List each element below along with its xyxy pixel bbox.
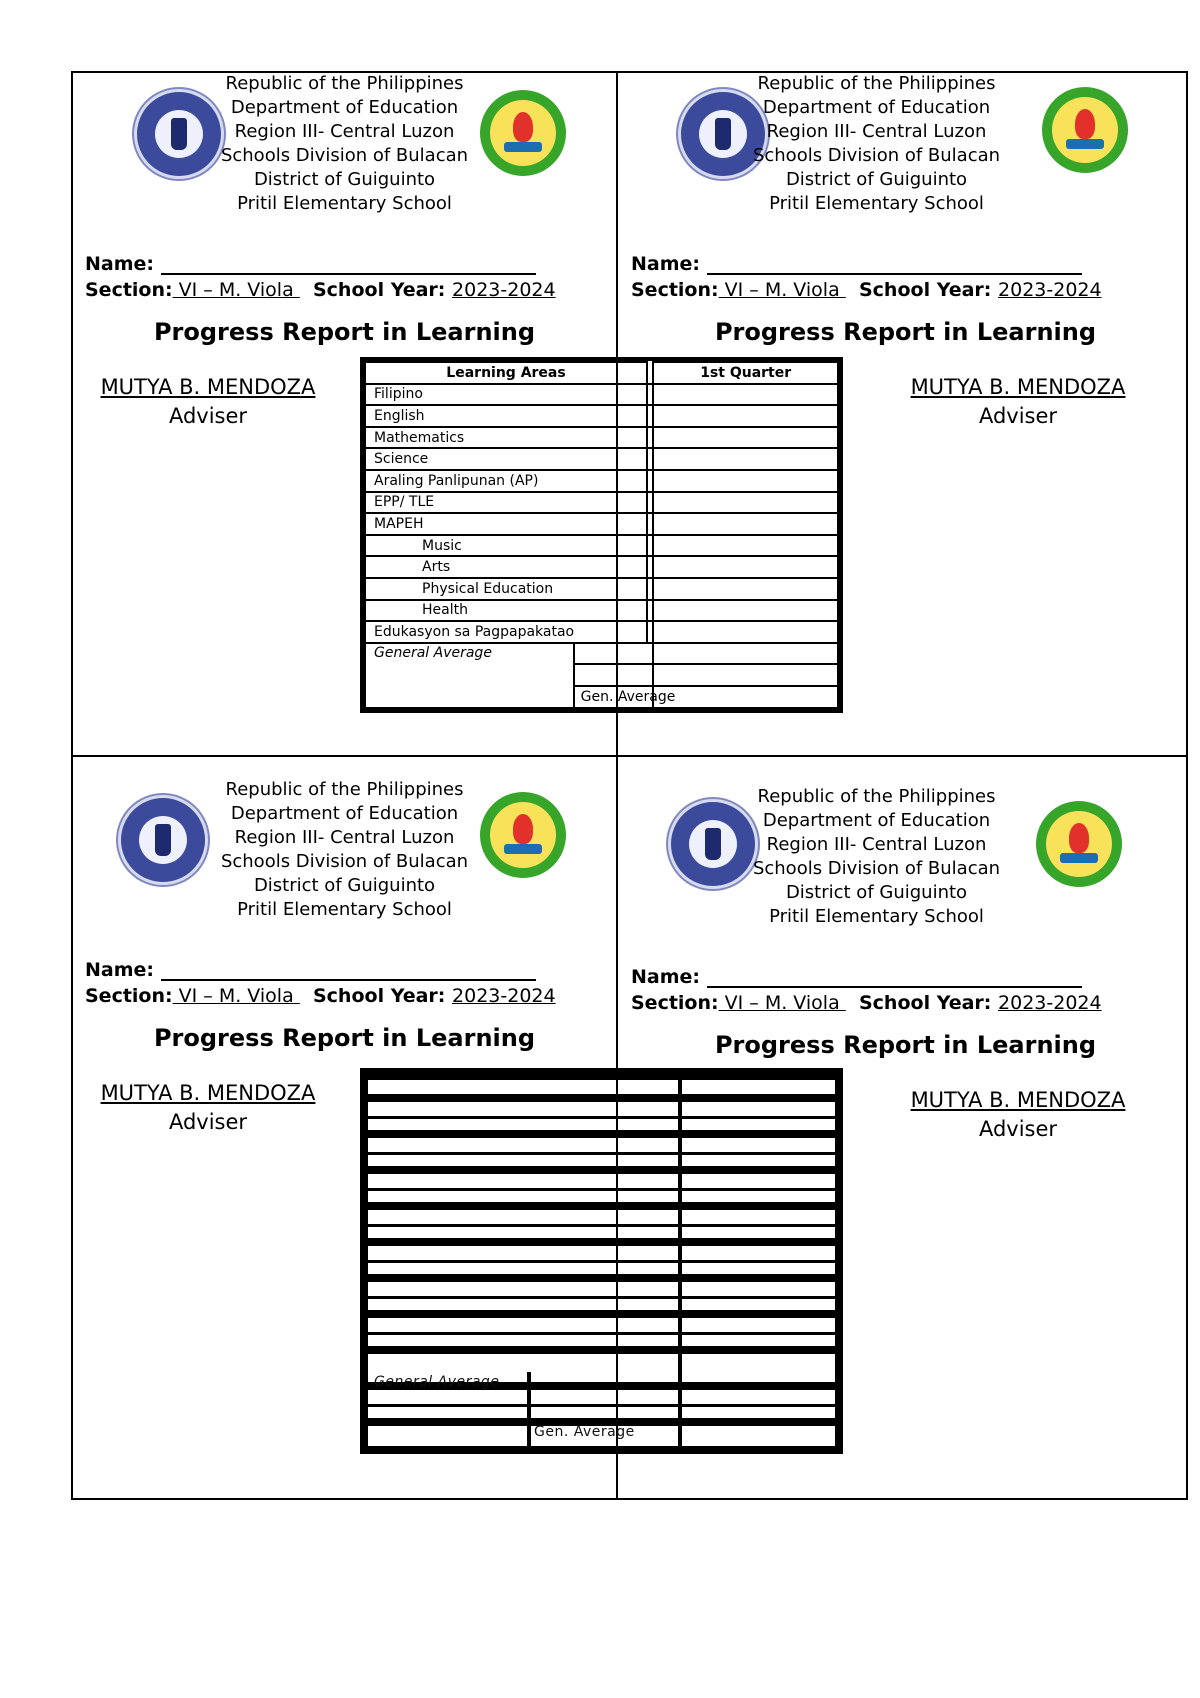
header-line: Schools Division of Bulacan bbox=[752, 145, 1001, 166]
grade-cell[interactable] bbox=[653, 556, 838, 578]
header-line: Republic of the Philippines bbox=[225, 779, 464, 800]
school-year-value: 2023-2024 bbox=[998, 992, 1102, 1014]
grade-cell[interactable] bbox=[653, 621, 838, 643]
school-header bbox=[604, 72, 1149, 216]
subject-label: Filipino bbox=[365, 384, 647, 406]
adviser-name: MUTYA B. MENDOZA bbox=[910, 1088, 1126, 1112]
name-field[interactable] bbox=[161, 963, 536, 981]
section-label: Section: bbox=[85, 985, 173, 1007]
report-title: Progress Report in Learning bbox=[714, 318, 1097, 346]
general-average-label: General Average bbox=[365, 643, 574, 708]
name-row bbox=[85, 253, 536, 275]
subject-label: Edukasyon sa Pagpapakatao bbox=[365, 621, 647, 643]
learning-areas-header: Learning Areas bbox=[365, 362, 647, 384]
grade-cell[interactable] bbox=[653, 664, 838, 686]
school-header bbox=[72, 778, 617, 922]
adviser-role: Adviser bbox=[978, 404, 1058, 428]
grade-cell[interactable] bbox=[653, 405, 838, 427]
table-row bbox=[365, 384, 838, 406]
table-row bbox=[365, 578, 838, 600]
header-line: Department of Education bbox=[230, 803, 459, 824]
smudged-label: Gen. Average bbox=[534, 1424, 635, 1440]
header-line: Republic of the Philippines bbox=[757, 73, 996, 94]
header-line: District of Guiguinto bbox=[253, 875, 436, 896]
adviser-block bbox=[898, 373, 1138, 431]
adviser-name: MUTYA B. MENDOZA bbox=[100, 375, 316, 399]
header-line: District of Guiguinto bbox=[785, 882, 968, 903]
name-field[interactable] bbox=[707, 257, 1082, 275]
grades-table bbox=[360, 357, 843, 713]
section-row bbox=[631, 279, 1102, 301]
school-year-label: School Year: bbox=[858, 992, 992, 1014]
grade-cell[interactable] bbox=[653, 427, 838, 449]
report-title: Progress Report in Learning bbox=[153, 1024, 536, 1052]
name-label: Name: bbox=[631, 966, 701, 988]
header-line: District of Guiguinto bbox=[785, 169, 968, 190]
table-row bbox=[365, 643, 838, 665]
adviser-role: Adviser bbox=[168, 404, 248, 428]
grade-cell[interactable] bbox=[653, 686, 838, 708]
section-value: VI – M. Viola bbox=[172, 985, 300, 1007]
report-title: Progress Report in Learning bbox=[153, 318, 536, 346]
section-value: VI – M. Viola bbox=[718, 279, 846, 301]
grade-cell[interactable] bbox=[653, 643, 838, 665]
header-line: Region III- Central Luzon bbox=[234, 121, 455, 142]
grade-cell[interactable] bbox=[653, 448, 838, 470]
name-row bbox=[631, 966, 1082, 988]
grade-cell[interactable] bbox=[653, 513, 838, 535]
header-line: Schools Division of Bulacan bbox=[220, 145, 469, 166]
table-row bbox=[365, 621, 838, 643]
subject-label: Music bbox=[365, 535, 647, 557]
name-label: Name: bbox=[631, 253, 701, 275]
adviser-role: Adviser bbox=[978, 1117, 1058, 1141]
name-label: Name: bbox=[85, 253, 155, 275]
subject-label: Arts bbox=[365, 556, 647, 578]
section-value: VI – M. Viola bbox=[718, 992, 846, 1014]
school-year-label: School Year: bbox=[312, 985, 446, 1007]
table-row bbox=[365, 513, 838, 535]
quarter-header: 1st Quarter bbox=[653, 362, 838, 384]
adviser-role: Adviser bbox=[168, 1110, 248, 1134]
section-row bbox=[631, 992, 1102, 1014]
header-line: Schools Division of Bulacan bbox=[752, 858, 1001, 879]
header-line: Region III- Central Luzon bbox=[234, 827, 455, 848]
table-row bbox=[365, 535, 838, 557]
name-row bbox=[85, 959, 536, 981]
header-line: Region III- Central Luzon bbox=[766, 121, 987, 142]
section-label: Section: bbox=[631, 279, 719, 301]
school-header bbox=[72, 72, 617, 216]
grade-cell[interactable] bbox=[653, 492, 838, 514]
grade-cell[interactable] bbox=[653, 578, 838, 600]
subject-label: EPP/ TLE bbox=[365, 492, 647, 514]
header-line: Pritil Elementary School bbox=[769, 193, 984, 214]
section-label: Section: bbox=[85, 279, 173, 301]
header-line: Department of Education bbox=[230, 97, 459, 118]
table-row bbox=[365, 448, 838, 470]
table-row bbox=[365, 492, 838, 514]
header-line: Pritil Elementary School bbox=[769, 906, 984, 927]
school-header bbox=[604, 785, 1149, 929]
school-year-label: School Year: bbox=[312, 279, 446, 301]
header-line: Department of Education bbox=[762, 97, 991, 118]
table-row bbox=[365, 600, 838, 622]
name-row bbox=[631, 253, 1082, 275]
section-label: Section: bbox=[631, 992, 719, 1014]
table-row bbox=[365, 427, 838, 449]
section-value: VI – M. Viola bbox=[172, 279, 300, 301]
header-line: Republic of the Philippines bbox=[225, 73, 464, 94]
smudged-label: General Average bbox=[374, 1374, 500, 1390]
header-line: Pritil Elementary School bbox=[237, 193, 452, 214]
name-label: Name: bbox=[85, 959, 155, 981]
school-year-value: 2023-2024 bbox=[998, 279, 1102, 301]
header-line: District of Guiguinto bbox=[253, 169, 436, 190]
adviser-name: MUTYA B. MENDOZA bbox=[910, 375, 1126, 399]
name-field[interactable] bbox=[707, 970, 1082, 988]
subject-label: MAPEH bbox=[365, 513, 647, 535]
subject-label: Mathematics bbox=[365, 427, 647, 449]
subject-label: Science bbox=[365, 448, 647, 470]
table-row bbox=[365, 556, 838, 578]
table-row bbox=[365, 405, 838, 427]
adviser-block bbox=[88, 373, 328, 431]
grade-cell[interactable] bbox=[653, 600, 838, 622]
header-line: Pritil Elementary School bbox=[237, 899, 452, 920]
report-title: Progress Report in Learning bbox=[714, 1031, 1097, 1059]
grade-cell[interactable] bbox=[653, 535, 838, 557]
name-field[interactable] bbox=[161, 257, 536, 275]
grades-table-smudged bbox=[360, 1068, 843, 1454]
adviser-block bbox=[88, 1079, 328, 1137]
subject-label: English bbox=[365, 405, 647, 427]
school-year-label: School Year: bbox=[858, 279, 992, 301]
grade-cell[interactable] bbox=[653, 384, 838, 406]
adviser-block bbox=[898, 1086, 1138, 1144]
adviser-name: MUTYA B. MENDOZA bbox=[100, 1081, 316, 1105]
section-row bbox=[85, 279, 556, 301]
header-line: Republic of the Philippines bbox=[757, 786, 996, 807]
school-year-value: 2023-2024 bbox=[452, 279, 556, 301]
grade-cell[interactable] bbox=[653, 470, 838, 492]
section-row bbox=[85, 985, 556, 1007]
school-year-value: 2023-2024 bbox=[452, 985, 556, 1007]
gen-average-label: Gen. Average bbox=[574, 686, 654, 708]
header-line: Schools Division of Bulacan bbox=[220, 851, 469, 872]
subject-label: Health bbox=[365, 600, 647, 622]
header-line: Region III- Central Luzon bbox=[766, 834, 987, 855]
subject-label: Araling Panlipunan (AP) bbox=[365, 470, 647, 492]
table-row bbox=[365, 470, 838, 492]
subject-label: Physical Education bbox=[365, 578, 647, 600]
header-line: Department of Education bbox=[762, 810, 991, 831]
